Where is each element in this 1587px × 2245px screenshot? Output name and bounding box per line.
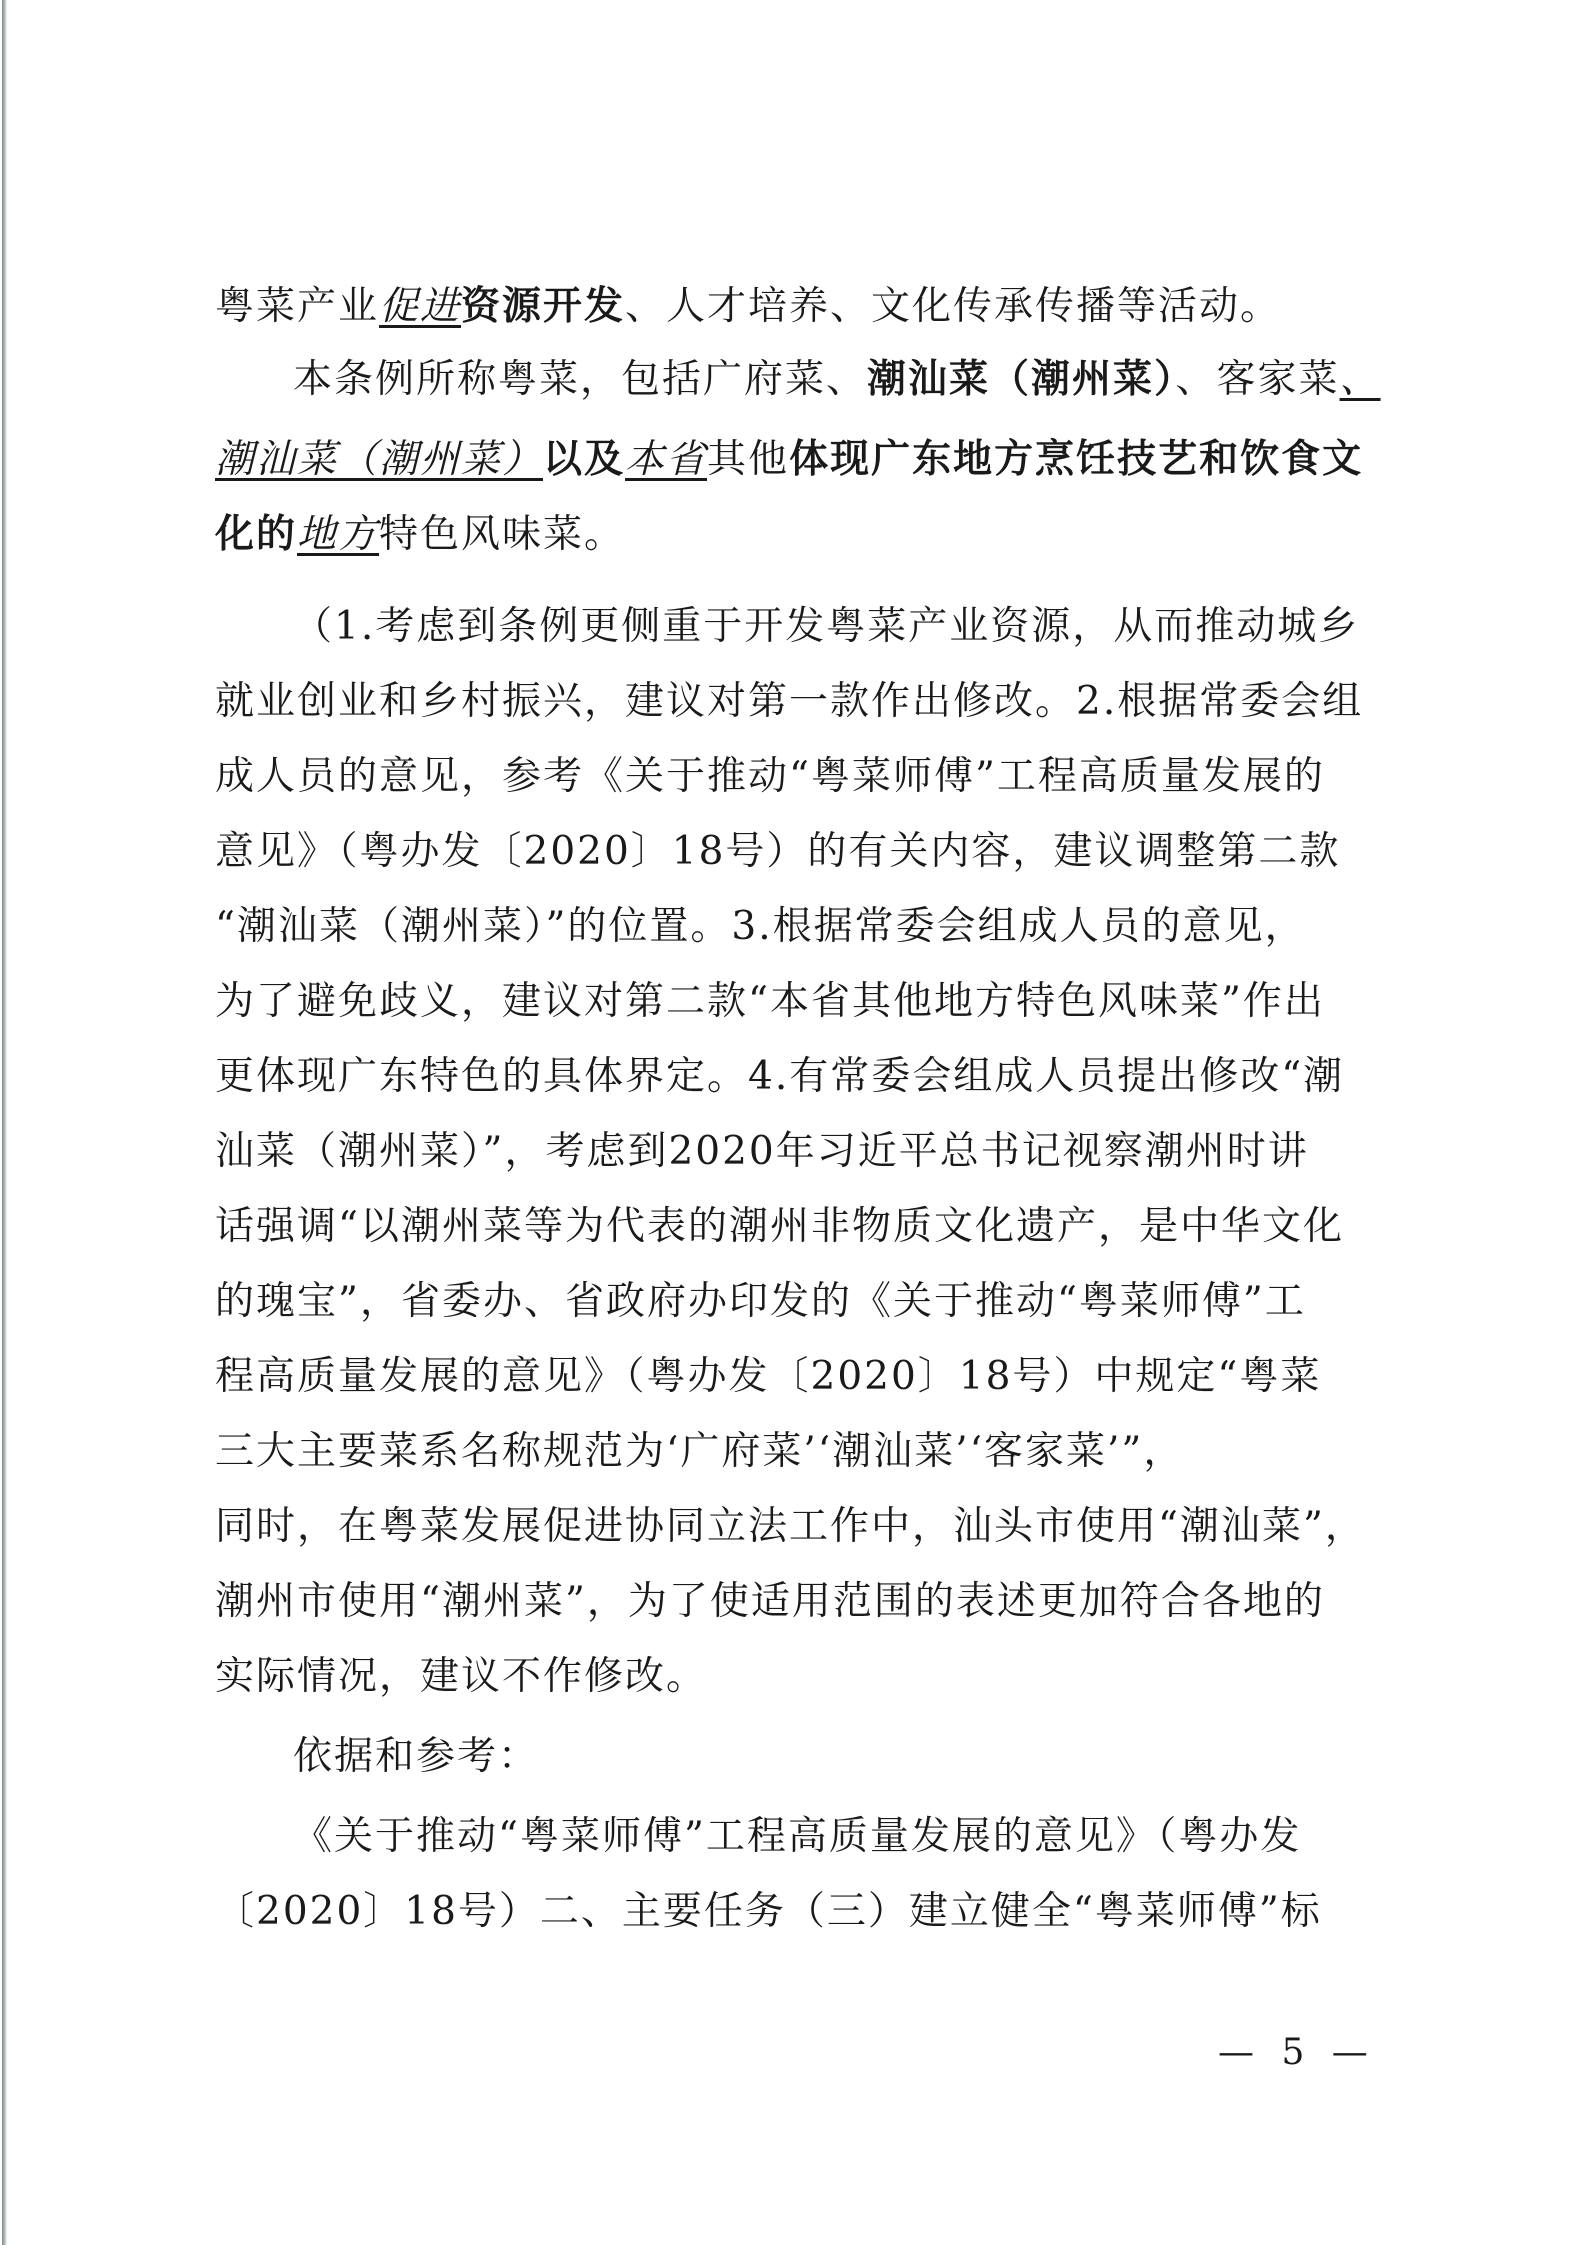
paragraph-2-line-3 [215, 505, 1390, 565]
text-run: 、客家菜 [1175, 357, 1340, 402]
page-number: — 5 — [1218, 2032, 1376, 2073]
explanation-line: 意见》（粤办发〔2020〕18号）的有关内容，建议调整第二款 [215, 829, 1341, 874]
bold-text: 潮汕菜（潮州菜） [867, 357, 1176, 402]
text-run: 、人才培养、文化传承传播等活动。 [625, 284, 1282, 329]
explanation-line: 话强调“以潮州菜等为代表的潮州非物质文化遗产，是中华文化 [215, 1204, 1344, 1249]
basis-line: 《关于推动“粤菜师傅”工程高质量发展的意见》（粤办发 [293, 1814, 1302, 1859]
explanation-line: 程高质量发展的意见》（粤办发〔2020〕18号）中规定“粤菜 [215, 1354, 1322, 1399]
inserted-text: 潮汕菜（潮州菜） [215, 437, 544, 482]
paragraph-2-line-1 [293, 350, 1468, 410]
explanation-line: 同时，在粤菜发展促进协同立法工作中，汕头市使用“潮汕菜”， [215, 1504, 1366, 1549]
explanation-line: 潮州市使用“潮州菜”，为了使适用范围的表述更加符合各地的 [215, 1579, 1325, 1624]
explanation-line: 就业创业和乡村振兴，建议对第一款作出修改。2.根据常委会组 [215, 679, 1364, 724]
explanation-line: （1.考虑到条例更侧重于开发粤菜产业资源，从而推动城乡 [293, 604, 1360, 649]
bold-text: 以及 [543, 437, 626, 482]
bold-text: 资源开发 [461, 284, 626, 329]
text-run: 其他 [707, 437, 790, 482]
inserted-text: 促进 [379, 284, 462, 329]
inserted-text: 地方 [297, 512, 380, 557]
inserted-mark: 、 [1339, 357, 1381, 402]
explanation-line: “潮汕菜（潮州菜）”的位置。3.根据常委会组成人员的意见， [215, 904, 1306, 949]
text-run: 特色风味菜。 [379, 512, 626, 557]
paragraph-1-line-1 [215, 277, 1390, 337]
basis-line: 〔2020〕18号）二、主要任务（三）建立健全“粤菜师傅”标 [215, 1889, 1322, 1934]
explanation-line: 的瑰宝”，省委办、省政府办印发的《关于推动“粤菜师傅”工 [215, 1279, 1306, 1324]
explanation-line: 实际情况，建议不作修改。 [215, 1654, 708, 1699]
inserted-text: 本省 [625, 437, 708, 482]
text-run: 粤菜产业 [215, 284, 380, 329]
explanation-line: 汕菜（潮州菜）”，考虑到2020年习近平总书记视察潮州时讲 [215, 1129, 1309, 1174]
explanation-line: 更体现广东特色的具体界定。4.有常委会组成人员提出修改“潮 [215, 1054, 1345, 1099]
text-run: 本条例所称粤菜，包括广府菜、 [293, 357, 868, 402]
bold-text: 体现广东地方烹饪技艺和饮食文 [789, 437, 1364, 482]
basis-heading: 依据和参考： [293, 1734, 540, 1779]
paragraph-2-line-2 [215, 430, 1390, 490]
explanation-line: 三大主要菜系名称规范为‘广府菜’‘潮汕菜’‘客家菜’”， [215, 1429, 1185, 1474]
bold-text: 化的 [215, 512, 298, 557]
explanation-line: 为了避免歧义，建议对第二款“本省其他地方特色风味菜”作出 [215, 979, 1325, 1024]
explanation-line: 成人员的意见，参考《关于推动“粤菜师傅”工程高质量发展的 [215, 754, 1325, 799]
